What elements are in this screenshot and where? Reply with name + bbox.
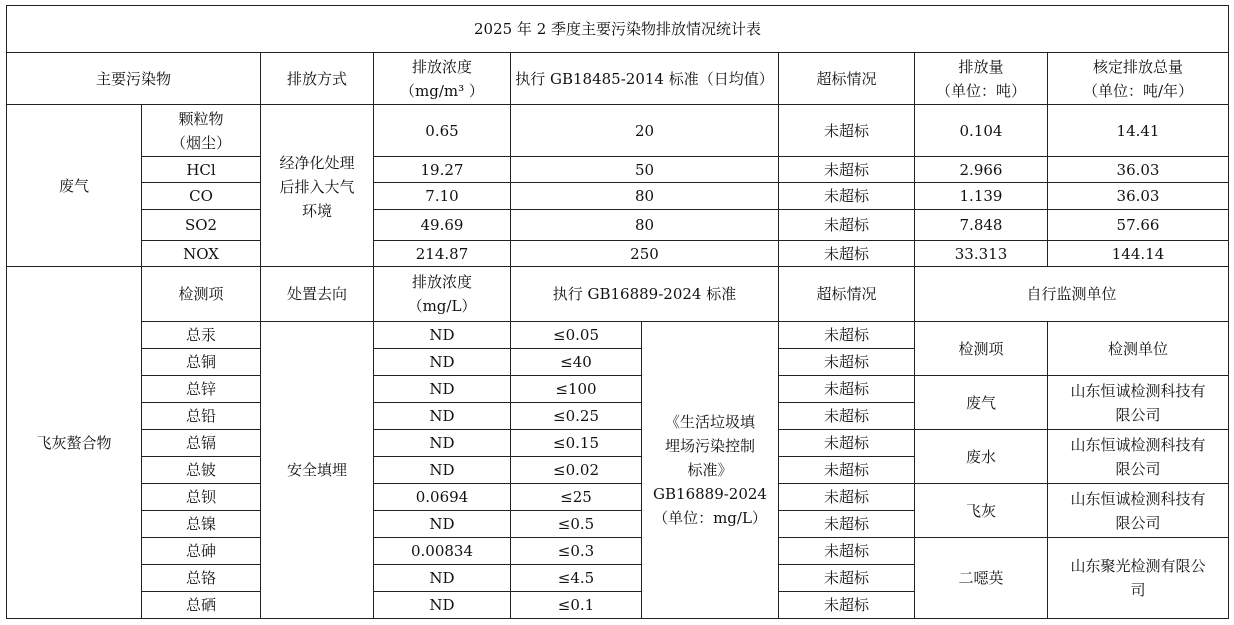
exceed-status: 未超标 <box>779 322 915 349</box>
limit-value: ≤0.15 <box>511 430 642 457</box>
monitor-item: 废气 <box>915 376 1048 430</box>
leach-concentration: ND <box>374 511 511 538</box>
monitor-item: 废水 <box>915 430 1048 484</box>
limit-value: ≤40 <box>511 349 642 376</box>
leach-concentration: ND <box>374 403 511 430</box>
approved-total-value: 36.03 <box>1048 183 1229 210</box>
leach-concentration: ND <box>374 457 511 484</box>
standard-note: 《生活垃圾填 埋场污染控制 标准》 GB16889-2024 （单位：mg/L） <box>642 322 779 619</box>
table-row <box>7 322 1229 349</box>
header-fly-ash-exceed: 超标情况 <box>779 267 915 322</box>
exceed-status: 未超标 <box>779 183 915 210</box>
table-row <box>7 105 1229 157</box>
monitor-unit: 山东恒诚检测科技有 限公司 <box>1048 376 1229 430</box>
exceed-status: 未超标 <box>779 430 915 457</box>
test-item-name: 总镍 <box>142 511 261 538</box>
leach-concentration: ND <box>374 592 511 619</box>
concentration-value: 49.69 <box>374 210 511 241</box>
pollutant-name: NOX <box>142 241 261 267</box>
monitor-unit: 山东聚光检测有限公 司 <box>1048 538 1229 619</box>
test-item-name: 总铅 <box>142 403 261 430</box>
pollutant-name: HCl <box>142 157 261 183</box>
table-row <box>7 210 1229 241</box>
discharge-method: 经净化处理 后排入大气 环境 <box>261 105 374 267</box>
disposal-method: 安全填埋 <box>261 322 374 619</box>
approved-total-value: 57.66 <box>1048 210 1229 241</box>
concentration-value: 0.65 <box>374 105 511 157</box>
leach-concentration: ND <box>374 349 511 376</box>
standard-value: 50 <box>511 157 779 183</box>
limit-value: ≤0.05 <box>511 322 642 349</box>
exceed-status: 未超标 <box>779 105 915 157</box>
header-approved-total: 核定排放总量 （单位：吨/年） <box>1048 53 1229 105</box>
header-exceed: 超标情况 <box>779 53 915 105</box>
header-fly-ash-standard: 执行 GB16889-2024 标准 <box>511 267 779 322</box>
exceed-status: 未超标 <box>779 349 915 376</box>
monitor-unit: 山东恒诚检测科技有 限公司 <box>1048 430 1229 484</box>
header-main-pollutant: 主要污染物 <box>7 53 261 105</box>
test-item-name: 总镉 <box>142 430 261 457</box>
header-standard: 执行 GB18485-2014 标准（日均值） <box>511 53 779 105</box>
approved-total-value: 144.14 <box>1048 241 1229 267</box>
leach-concentration: 0.00834 <box>374 538 511 565</box>
header-leach-concentration: 排放浓度 （mg/L） <box>374 267 511 322</box>
monitor-header-unit: 检测单位 <box>1048 322 1229 376</box>
header-amount: 排放量 （单位：吨） <box>915 53 1048 105</box>
standard-value: 250 <box>511 241 779 267</box>
monitor-unit: 山东恒诚检测科技有 限公司 <box>1048 484 1229 538</box>
leach-concentration: ND <box>374 376 511 403</box>
table-row <box>7 267 1229 322</box>
amount-value: 7.848 <box>915 210 1048 241</box>
amount-value: 2.966 <box>915 157 1048 183</box>
table-row <box>7 241 1229 267</box>
category-waste-gas: 废气 <box>7 105 142 267</box>
table-row <box>7 484 1229 511</box>
exceed-status: 未超标 <box>779 484 915 511</box>
header-test-item: 检测项 <box>142 267 261 322</box>
standard-value: 80 <box>511 183 779 210</box>
header-discharge-method: 排放方式 <box>261 53 374 105</box>
header-concentration: 排放浓度 （mg/m³ ） <box>374 53 511 105</box>
limit-value: ≤100 <box>511 376 642 403</box>
exceed-status: 未超标 <box>779 592 915 619</box>
exceed-status: 未超标 <box>779 403 915 430</box>
concentration-value: 214.87 <box>374 241 511 267</box>
standard-value: 20 <box>511 105 779 157</box>
table-title: 2025 年 2 季度主要污染物排放情况统计表 <box>7 6 1229 53</box>
test-item-name: 总砷 <box>142 538 261 565</box>
test-item-name: 总锌 <box>142 376 261 403</box>
monitor-item: 飞灰 <box>915 484 1048 538</box>
test-item-name: 总铬 <box>142 565 261 592</box>
test-item-name: 总钡 <box>142 484 261 511</box>
header-disposal: 处置去向 <box>261 267 374 322</box>
pollutant-name: CO <box>142 183 261 210</box>
table-row <box>7 157 1229 183</box>
limit-value: ≤0.5 <box>511 511 642 538</box>
standard-value: 80 <box>511 210 779 241</box>
leach-concentration: ND <box>374 430 511 457</box>
limit-value: ≤0.02 <box>511 457 642 484</box>
concentration-value: 7.10 <box>374 183 511 210</box>
table-row <box>7 430 1229 457</box>
limit-value: ≤0.3 <box>511 538 642 565</box>
exceed-status: 未超标 <box>779 157 915 183</box>
exceed-status: 未超标 <box>779 457 915 484</box>
exceed-status: 未超标 <box>779 210 915 241</box>
test-item-name: 总铍 <box>142 457 261 484</box>
exceed-status: 未超标 <box>779 376 915 403</box>
approved-total-value: 36.03 <box>1048 157 1229 183</box>
exceed-status: 未超标 <box>779 538 915 565</box>
header-monitor-unit: 自行监测单位 <box>915 267 1229 322</box>
leach-concentration: ND <box>374 565 511 592</box>
exceed-status: 未超标 <box>779 511 915 538</box>
category-fly-ash: 飞灰螯合物 <box>7 267 142 619</box>
leach-concentration: ND <box>374 322 511 349</box>
amount-value: 1.139 <box>915 183 1048 210</box>
pollutant-name: 颗粒物 （烟尘） <box>142 105 261 157</box>
concentration-value: 19.27 <box>374 157 511 183</box>
exceed-status: 未超标 <box>779 565 915 592</box>
amount-value: 0.104 <box>915 105 1048 157</box>
limit-value: ≤0.1 <box>511 592 642 619</box>
test-item-name: 总铜 <box>142 349 261 376</box>
limit-value: ≤0.25 <box>511 403 642 430</box>
test-item-name: 总硒 <box>142 592 261 619</box>
exceed-status: 未超标 <box>779 241 915 267</box>
table-row <box>7 376 1229 403</box>
approved-total-value: 14.41 <box>1048 105 1229 157</box>
pollutant-emission-table <box>6 5 1229 619</box>
amount-value: 33.313 <box>915 241 1048 267</box>
table-row <box>7 538 1229 565</box>
monitor-item: 二噁英 <box>915 538 1048 619</box>
limit-value: ≤25 <box>511 484 642 511</box>
leach-concentration: 0.0694 <box>374 484 511 511</box>
limit-value: ≤4.5 <box>511 565 642 592</box>
test-item-name: 总汞 <box>142 322 261 349</box>
monitor-header-item: 检测项 <box>915 322 1048 376</box>
pollutant-name: SO2 <box>142 210 261 241</box>
table-row <box>7 183 1229 210</box>
